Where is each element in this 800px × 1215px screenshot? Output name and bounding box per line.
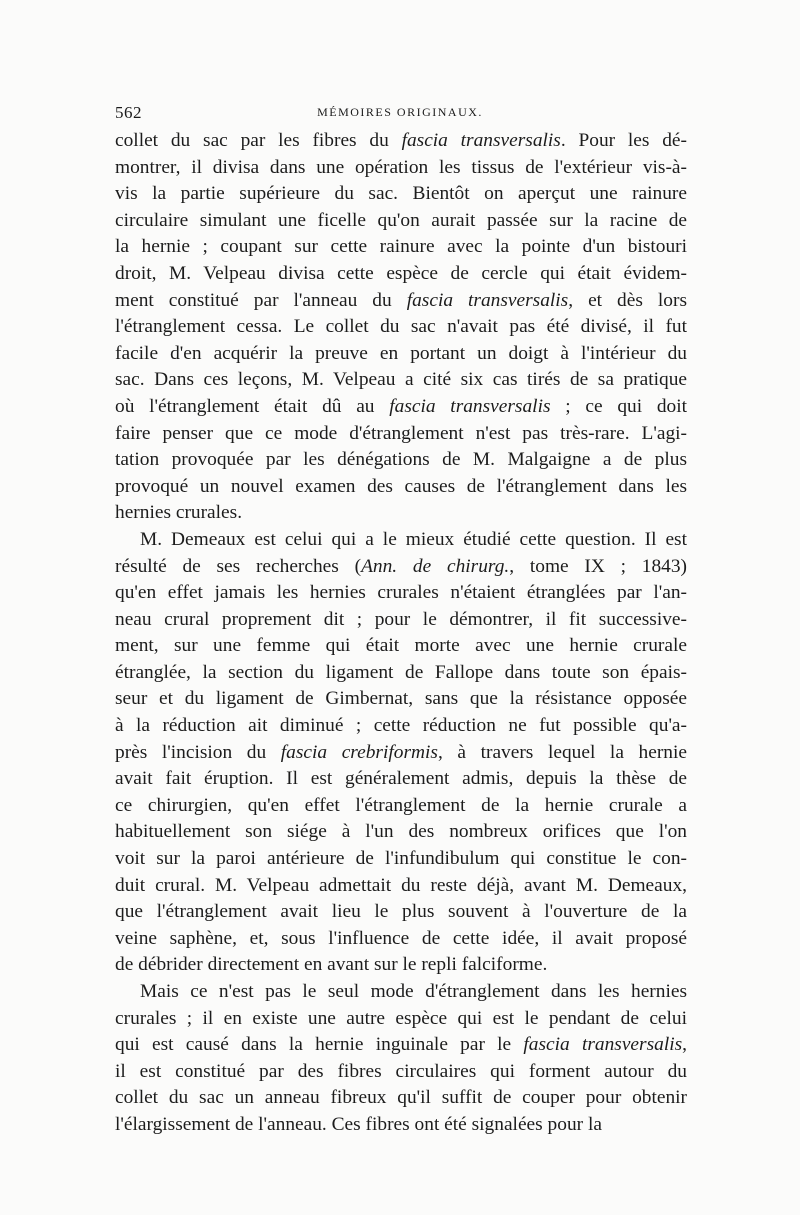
text-line [115, 793, 687, 820]
text-run: l'élargissement de l'anneau. Ces fibres ont été signalées pour la [115, 1113, 602, 1135]
text-line [115, 234, 687, 261]
text-run: près l'incision du [115, 741, 281, 763]
text-run: , à travers lequel la hernie [437, 741, 687, 763]
text-run: résulté de ses recherches ( [115, 555, 362, 577]
text-line [115, 341, 687, 368]
text-run: il est constitué par des fibres circulaires qui forment autour du [115, 1060, 687, 1082]
text-run: tation provoquée par les dénégations de M. Malgaigne a de plus [115, 449, 687, 471]
text-run: ; ce qui doit [550, 395, 687, 417]
text-run: à la réduction ait diminué ; cette réduction ne fut possible qu'a- [115, 715, 687, 737]
text-run: sac. Dans ces leçons, M. Velpeau a cité six cas tirés de sa pratique [115, 369, 687, 391]
italic-term: fascia transversalis [406, 289, 569, 311]
page-header [115, 103, 685, 127]
text-run: où l'étranglement était dû au [115, 395, 390, 417]
text-run: de débrider directement en avant sur le repli falciforme. [115, 954, 548, 976]
text-run: droit, M. Velpeau divisa cette espèce de cercle qui était évidem- [115, 262, 687, 284]
text-run: seur et du ligament de Gimbernat, sans que la résistance opposée [115, 688, 687, 710]
text-run: crurales ; il en existe une autre espèce qui est le pendant de celui [115, 1007, 687, 1029]
text-run: , et dès lors [568, 289, 687, 311]
italic-term: fascia transversalis [523, 1034, 683, 1056]
text-line [115, 394, 687, 421]
text-line [115, 1085, 687, 1112]
text-run: , [682, 1034, 687, 1056]
text-run: provoqué un nouvel examen des causes de l'étranglement dans les [115, 475, 687, 497]
text-run: collet du sac un anneau fibreux qu'il suffit de couper pour obtenir [115, 1087, 687, 1109]
italic-term: Ann. de chirurg. [361, 555, 510, 577]
text-run: ment, sur une femme qui était morte avec une hernie crurale [115, 635, 687, 657]
text-line [115, 421, 687, 448]
page-number: 562 [115, 103, 142, 122]
text-run: Mais ce n'est pas le seul mode d'étranglement dans les hernies [140, 981, 687, 1002]
text-line [115, 527, 687, 554]
text-run: voit sur la paroi antérieure de l'infundibulum qui constitue le con- [115, 848, 687, 870]
italic-term: fascia transversalis [401, 130, 561, 151]
text-run: hernies crurales. [115, 502, 243, 524]
text-line [115, 288, 687, 315]
italic-term: fascia transversalis [389, 395, 551, 417]
text-line [115, 128, 687, 155]
text-line [115, 1059, 687, 1086]
text-run: neau crural proprement dit ; pour le démontrer, il fit successive- [115, 608, 687, 630]
text-run: habituellement son siége à l'un des nombreux orifices que l'on [115, 821, 687, 843]
text-line [115, 580, 687, 607]
text-line [115, 500, 687, 527]
italic-term: fascia crebriformis [280, 741, 438, 763]
paragraph [115, 979, 687, 1139]
text-run: ce chirurgien, qu'en effet l'étranglement de la hernie crurale a [115, 794, 687, 816]
text-line [115, 367, 687, 394]
text-run: vis la partie supérieure du sac. Bientôt on aperçut une rainure [115, 183, 687, 205]
text-line [115, 660, 687, 687]
text-line [115, 819, 687, 846]
text-line [115, 447, 687, 474]
text-run: étranglée, la section du ligament de Fallope dans toute son épais- [115, 661, 687, 683]
running-title: MÉMOIRES ORIGINAUX. [317, 105, 483, 119]
text-line [115, 208, 687, 235]
text-run: veine saphène, et, sous l'influence de cette idée, il avait proposé [115, 927, 687, 949]
text-line [115, 155, 687, 182]
text-line [115, 607, 687, 634]
text-run: . Pour les dé- [560, 130, 687, 151]
text-line [115, 314, 687, 341]
paragraph [115, 128, 687, 527]
body-text [115, 128, 687, 1139]
text-run: ment constitué par l'anneau du [115, 289, 407, 311]
text-line [115, 554, 687, 581]
text-run: qui est causé dans la hernie inguinale par le [115, 1034, 524, 1056]
text-line [115, 979, 687, 1006]
text-line [115, 766, 687, 793]
text-line [115, 181, 687, 208]
text-line [115, 926, 687, 953]
text-line [115, 899, 687, 926]
text-line [115, 846, 687, 873]
text-line [115, 952, 687, 979]
paragraph [115, 527, 687, 979]
text-line [115, 686, 687, 713]
text-line [115, 1006, 687, 1033]
text-line [115, 1032, 687, 1059]
text-run: qu'en effet jamais les hernies crurales n'étaient étranglées par l'an- [115, 582, 687, 604]
text-run: circulaire simulant une ficelle qu'on aurait passée sur la racine de [115, 209, 687, 231]
text-run: avait fait éruption. Il est généralement admis, depuis la thèse de [115, 768, 687, 790]
text-line [115, 713, 687, 740]
text-run: M. Demeaux est celui qui a le mieux étudié cette question. Il est [140, 528, 687, 550]
text-run: que l'étranglement avait lieu le plus souvent à l'ouverture de la [115, 901, 687, 923]
text-run: , tome IX ; 1843) [509, 555, 687, 577]
text-run: duit crural. M. Velpeau admettait du reste déjà, avant M. Demeaux, [115, 874, 687, 896]
text-run: facile d'en acquérir la preuve en portant un doigt à l'intérieur du [115, 342, 687, 364]
text-line [115, 261, 687, 288]
text-run: montrer, il divisa dans une opération les tissus de l'extérieur vis-à- [115, 156, 687, 178]
text-line [115, 1112, 687, 1139]
text-run: l'étranglement cessa. Le collet du sac n'avait pas été divisé, il fut [115, 316, 687, 338]
text-line [115, 633, 687, 660]
text-line [115, 740, 687, 767]
text-line [115, 474, 687, 501]
text-run: collet du sac par les fibres du [115, 130, 402, 151]
text-line [115, 873, 687, 900]
text-run: faire penser que ce mode d'étranglement n'est pas très-rare. L'agi- [115, 422, 687, 444]
text-run: la hernie ; coupant sur cette rainure avec la pointe d'un bistouri [115, 236, 687, 258]
